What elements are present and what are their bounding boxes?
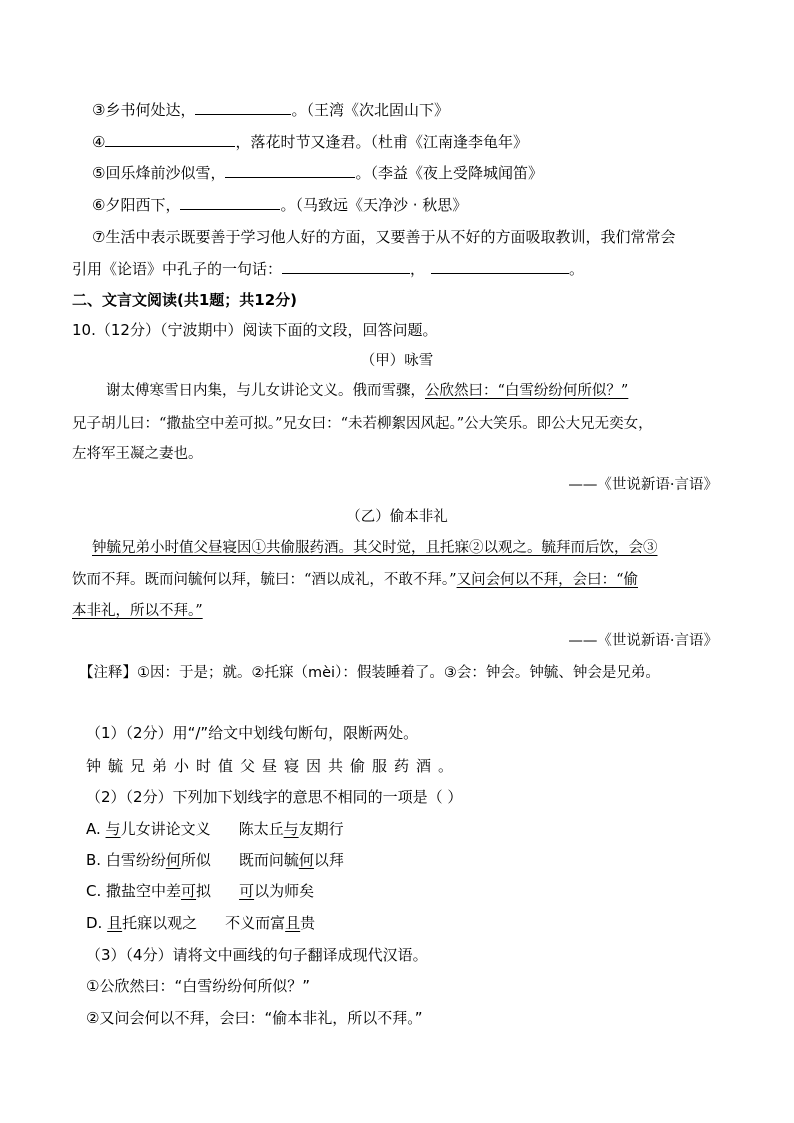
poem-line-3 [92,99,449,121]
option-text: 拟 [196,882,212,900]
option-text: 所似 [180,851,211,869]
passage-a-line1 [106,380,628,402]
passage-b-line2 [72,569,638,591]
option-text: 贵 [300,914,316,932]
answer-blank[interactable] [105,132,235,147]
poem-text: ⑥夕阳西下， [92,196,181,214]
underlined-char: 可 [181,882,197,900]
option-label: D. [86,914,108,932]
translation-item-2: ②又问会何以不拜，会曰：“偷本非礼，所以不拜。” [86,1009,423,1027]
poem-text: ③乡书何处达， [92,101,196,119]
poem-source: 。（王湾《次北固山下》 [291,101,449,119]
option-text: 以为师矣 [254,882,315,900]
passage-text: 谢太傅寒雪日内集，与儿女讲论文义。俄而雪骤， [106,383,425,399]
option-text: 友期行 [298,820,344,838]
option-d[interactable] [86,912,315,934]
option-text: 撒盐空中差 [106,882,182,900]
underlined-char: 可 [239,882,255,900]
answer-blank[interactable] [195,100,291,115]
sub-question-3: （3）（4分）请将文中画线的句子翻译成现代汉语。 [86,946,428,964]
poem-line-6 [92,194,467,216]
option-label: A. [86,820,106,838]
option-label: C. [86,882,107,900]
sub-question-2: （2）（2分）下列加下划线字的意思不相同的一项是（ ） [86,788,463,806]
answer-blank[interactable] [431,259,569,274]
underlined-char: 与 [105,820,121,838]
underlined-char: 与 [283,820,299,838]
passage-text: 饮而不拜。既而问毓何以拜，毓曰：“酒以成礼，不敢不拜。” [72,572,457,588]
underlined-sentence: 又问会何以不拜，会曰：“偷 [456,572,638,588]
sub-question-1-sentence: 钟毓兄弟小时值父昼寝因共偷服药酒。 [86,757,461,775]
answer-blank[interactable] [180,195,280,210]
passage-b-line1: 钟毓兄弟小时值父昼寝因①共偷服药酒。其父时觉，且托寐②以观之。毓拜而后饮，会③ [92,540,658,556]
poem-source: 。（李益《夜上受降城闻笛》 [355,164,543,182]
passage-b-line3: 本非礼，所以不拜。” [72,603,203,619]
poem-line-5 [92,162,543,184]
underlined-char: 且 [285,914,301,932]
answer-blank[interactable] [225,163,355,178]
annotation-note: 【注释】①因：于是；就。②托寐（mèi）：假装睡着了。③会：钟会。钟毓、钟会是兄弟。 [79,665,660,681]
poem-source: 。（马致远《天净沙 · 秋思》 [280,196,468,214]
passage-a-line2: 兄子胡儿曰：“撒盐空中差可拟。”兄女曰：“未若柳絮因风起。”公大笑乐。即公大兄无奕女， [72,416,653,432]
underlined-char: 且 [107,914,123,932]
option-b[interactable] [86,849,344,871]
poem-source: ，落花时节又逢君。（杜甫《江南逢李龟年》 [235,133,528,151]
q7-line2 [72,258,584,280]
question-header: 10.（12分）（宁波期中）阅读下面的文段，回答问题。 [72,321,438,339]
q7-comma: ， [410,260,426,278]
option-label: B. [86,851,106,869]
answer-blank[interactable] [282,259,410,274]
underlined-char: 何 [298,851,314,869]
option-text: 托寐以观之 [122,914,198,932]
q7-period: 。 [569,260,585,278]
underlined-sentence: 公欣然曰：“白雪纷纷何所似？” [425,383,629,399]
option-text: 白雪纷纷 [105,851,166,869]
section-title: 二、文言文阅读(共1题；共12分) [72,291,298,309]
option-a[interactable] [86,818,344,840]
passage-b-source: ——《世说新语·言语》 [568,633,718,649]
translation-item-1: ①公欣然曰：“白雪纷纷何所似？” [86,977,310,995]
passage-a-title: （甲）咏雪 [360,353,434,369]
option-text: 儿女讲论文义 [120,820,211,838]
option-text: 陈太丘 [238,820,284,838]
underlined-char: 何 [165,851,181,869]
poem-text: ④ [92,133,106,151]
option-text: 既而问毓 [238,851,299,869]
passage-b-title: （乙）偷本非礼 [346,509,448,525]
q7-prompt: 引用《论语》中孔子的一句话： [72,260,283,278]
poem-text: ⑤回乐烽前沙似雪， [92,164,226,182]
option-c[interactable] [86,880,314,902]
poem-line-4 [92,131,528,153]
option-text: 以拜 [313,851,344,869]
sub-question-1: （1）（2分）用“/”给文中划线句断句，限断两处。 [86,724,419,742]
option-text: 不义而富 [225,914,286,932]
q7-line1: ⑦生活中表示既要善于学习他人好的方面，又要善于从不好的方面吸取教训，我们常常会 [92,228,676,246]
passage-a-line3: 左将军王凝之妻也。 [72,446,203,462]
passage-a-source: ——《世说新语·言语》 [568,477,718,493]
